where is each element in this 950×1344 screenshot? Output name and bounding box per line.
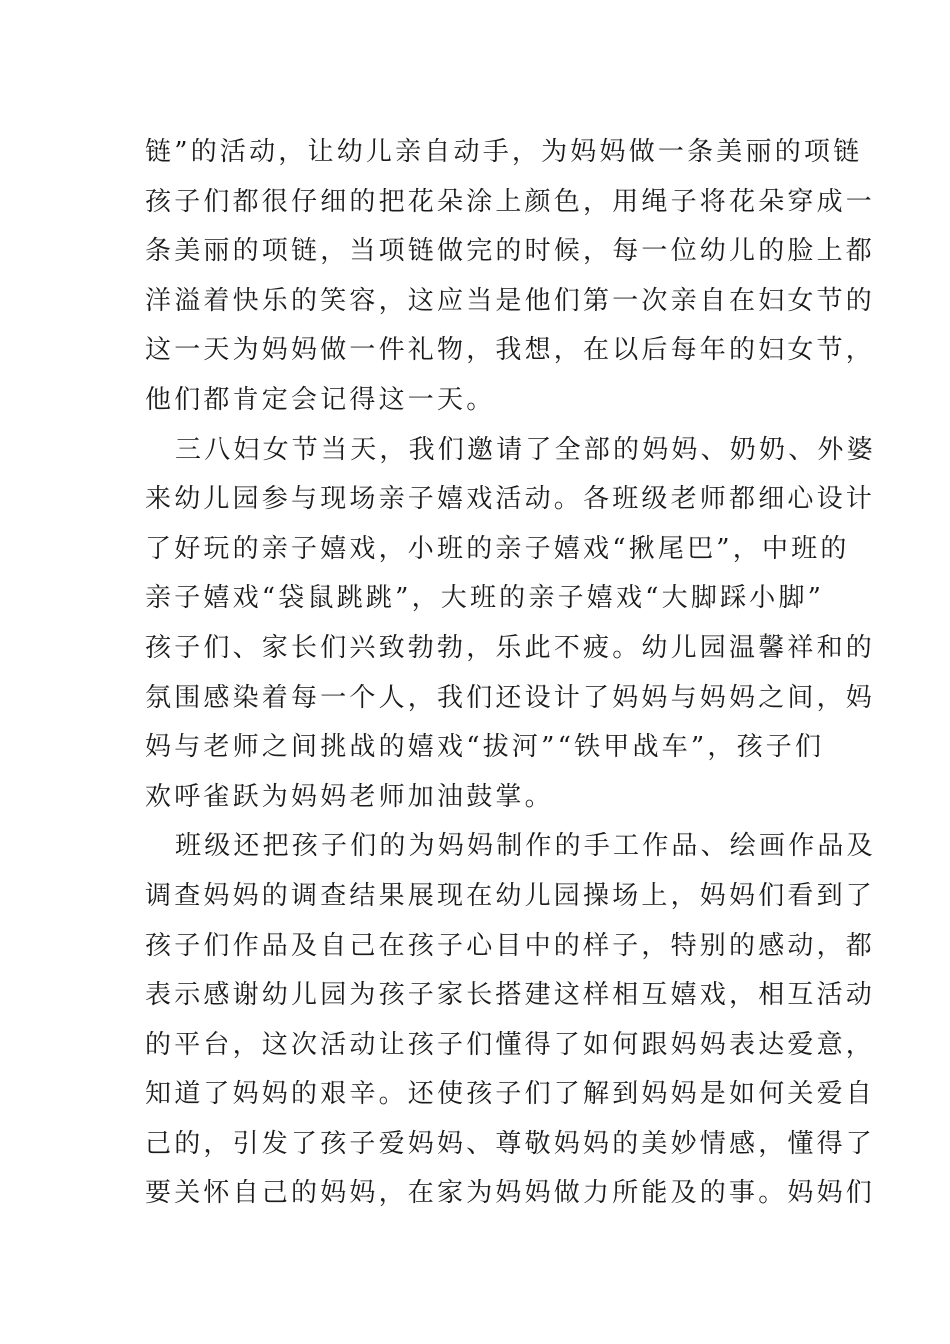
text-line: 孩子们都很仔细的把花朵涂上颜色，用绳子将花朵穿成一	[145, 186, 876, 217]
text-line: 的平台，这次活动让孩子们懂得了如何跟妈妈表达爱意，	[145, 1029, 876, 1060]
text-line: 妈与老师之间挑战的嬉戏“拔河”“铁甲战车”，孩子们	[145, 732, 825, 763]
body-text	[145, 128, 876, 1219]
text-line: 来幼儿园参与现场亲子嬉戏活动。各班级老师都细心设计	[145, 484, 876, 515]
text-line: 他们都肯定会记得这一天。	[145, 384, 496, 415]
text-line: 链”的活动，让幼儿亲自动手，为妈妈做一条美丽的项链	[145, 137, 863, 167]
text-line: 孩子们作品及自己在孩子心目中的样子，特别的感动，都	[145, 930, 876, 961]
text-line: 调查妈妈的调查结果展现在幼儿园操场上，妈妈们看到了	[145, 880, 876, 911]
text-line: 亲子嬉戏“袋鼠跳跳”，大班的亲子嬉戏“大脚踩小脚”	[145, 583, 825, 614]
text-line: 这一天为妈妈做一件礼物，我想，在以后每年的妇女节，	[145, 335, 876, 366]
paragraph-start-line: 三八妇女节当天，我们邀请了全部的妈妈、奶奶、外婆	[175, 434, 876, 465]
text-line: 洋溢着快乐的笑容，这应当是他们第一次亲自在妇女节的	[145, 285, 876, 316]
text-line: 表示感谢幼儿园为孩子家长搭建这样相互嬉戏，相互活动	[145, 980, 876, 1011]
text-line: 孩子们、家长们兴致勃勃，乐此不疲。幼儿园温馨祥和的	[145, 632, 876, 663]
text-line: 要关怀自己的妈妈，在家为妈妈做力所能及的事。妈妈们	[145, 1178, 876, 1209]
text-line: 氛围感染着每一个人，我们还设计了妈妈与妈妈之间，妈	[145, 682, 876, 713]
text-line: 欢呼雀跃为妈妈老师加油鼓掌。	[145, 781, 554, 812]
text-line: 己的，引发了孩子爱妈妈、尊敬妈妈的美妙情感，懂得了	[145, 1128, 876, 1159]
text-line: 条美丽的项链，当项链做完的时候，每一位幼儿的脸上都	[145, 236, 876, 267]
text-line: 了好玩的亲子嬉戏，小班的亲子嬉戏“揪尾巴”，中班的	[145, 533, 850, 564]
paragraph-start-line: 班级还把孩子们的为妈妈制作的手工作品、绘画作品及	[175, 831, 876, 862]
text-line: 知道了妈妈的艰辛。还使孩子们了解到妈妈是如何关爱自	[145, 1079, 876, 1110]
